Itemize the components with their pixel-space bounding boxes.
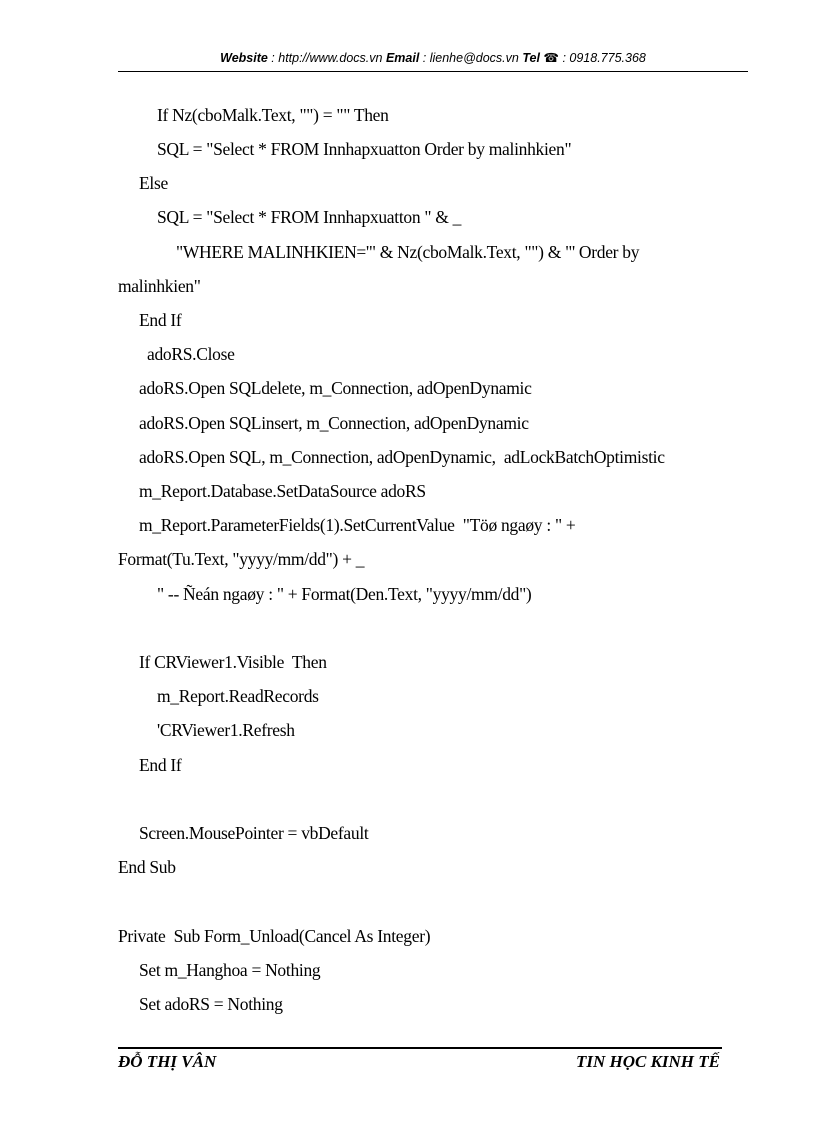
phone-icon: ☎ bbox=[543, 51, 559, 65]
code-line: adoRS.Close bbox=[147, 344, 235, 364]
code-line: End If bbox=[139, 310, 182, 330]
website-url: : http://www.docs.vn bbox=[267, 51, 386, 65]
code-line: adoRS.Open SQLinsert, m_Connection, adOpenDynamic bbox=[139, 413, 529, 433]
code-line: SQL = "Select * FROM Innhapxuatton " & _ bbox=[157, 207, 462, 227]
footer-divider bbox=[118, 1047, 722, 1049]
code-line: "WHERE MALINHKIEN='" & Nz(cboMalk.Text, "") & "' Order by bbox=[176, 242, 640, 262]
code-line: " -- Ñeán ngaøy : " + Format(Den.Text, "yyyy/mm/dd") bbox=[157, 584, 532, 604]
code-line: Private Sub Form_Unload(Cancel As Integer) bbox=[118, 926, 431, 946]
code-line: m_Report.ParameterFields(1).SetCurrentValue "Töø ngaøy : " + bbox=[139, 515, 576, 535]
footer-author: ĐỖ THỊ VÂN bbox=[118, 1052, 217, 1071]
code-line: If CRViewer1.Visible Then bbox=[139, 652, 327, 672]
page-header bbox=[118, 50, 748, 70]
website-label: Website bbox=[220, 51, 268, 65]
code-line: Else bbox=[139, 173, 168, 193]
code-line: m_Report.ReadRecords bbox=[157, 686, 319, 706]
code-line: End If bbox=[139, 755, 182, 775]
code-line: adoRS.Open SQLdelete, m_Connection, adOpenDynamic bbox=[139, 378, 532, 398]
code-line: adoRS.Open SQL, m_Connection, adOpenDynamic, adLockBatchOptimistic bbox=[139, 447, 665, 467]
code-line: 'CRViewer1.Refresh bbox=[157, 720, 295, 740]
footer-department: TIN HỌC KINH TẾ bbox=[575, 1052, 720, 1071]
code-line: Set adoRS = Nothing bbox=[139, 994, 283, 1014]
tel-number: : 0918.775.368 bbox=[558, 51, 646, 65]
code-line: Screen.MousePointer = vbDefault bbox=[139, 823, 369, 843]
code-line: Set m_Hanghoa = Nothing bbox=[139, 960, 321, 980]
email-label: Email bbox=[385, 51, 420, 65]
code-line: If Nz(cboMalk.Text, "") = "" Then bbox=[157, 105, 389, 125]
code-line: End Sub bbox=[118, 857, 176, 877]
header-divider bbox=[118, 71, 748, 72]
code-line: malinhkien" bbox=[118, 276, 201, 296]
code-line: SQL = "Select * FROM Innhapxuatton Order by malinhkien" bbox=[157, 139, 572, 159]
email-address: : lienhe@docs.vn bbox=[419, 51, 523, 65]
code-line: Format(Tu.Text, "yyyy/mm/dd") + _ bbox=[118, 549, 365, 569]
tel-label: Tel bbox=[522, 51, 544, 65]
code-line: m_Report.Database.SetDataSource adoRS bbox=[139, 481, 426, 501]
